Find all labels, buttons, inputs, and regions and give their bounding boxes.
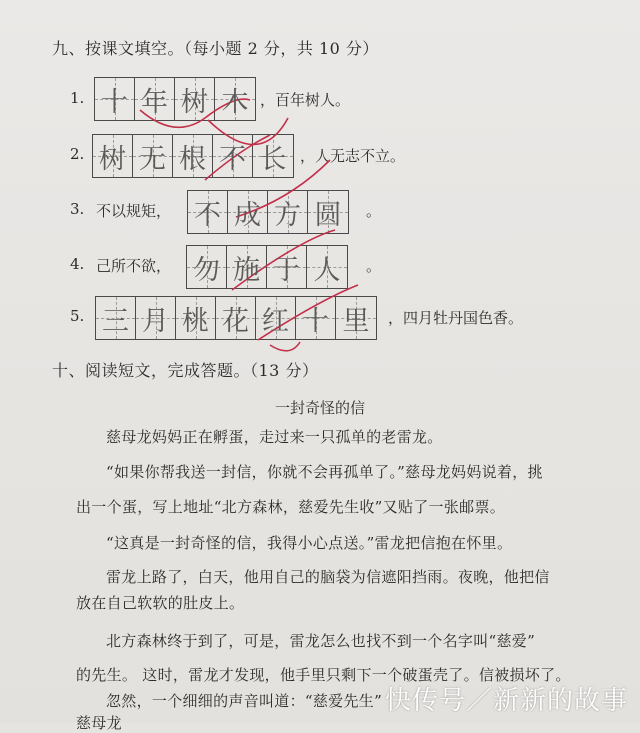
question-5-number: 5. <box>70 307 85 325</box>
story-line: 出一个蛋，写上地址“北方森林，慈爱先生收”又贴了一张邮票。 <box>76 498 506 516</box>
answer-cell: 人 <box>307 246 347 288</box>
question-4-grid <box>186 245 348 289</box>
section-10-title: 十、阅读短文，完成答题。（13 分） <box>52 361 319 380</box>
story-line: 慈母龙 <box>76 714 122 732</box>
answer-cell: 不 <box>188 191 228 233</box>
answer-cell: 根 <box>173 135 213 177</box>
answer-cell: 于 <box>267 246 307 288</box>
watermark: 快传号／新新的故事 <box>384 686 628 716</box>
question-2-tail: ，人无志不立。 <box>300 147 406 165</box>
question-3-tail: 。 <box>366 202 382 220</box>
question-1-number: 1. <box>70 89 85 107</box>
story-line: 的先生。 这时，雷龙才发现，他手里只剩下一个破蛋壳了。信被损坏了。 <box>76 666 571 684</box>
story-line: “如果你帮我送一封信，你就不会再孤单了。”慈母龙妈妈说着，挑 <box>106 463 543 481</box>
story-title: 一封奇怪的信 <box>274 399 365 417</box>
answer-cell: 里 <box>336 297 376 339</box>
answer-cell: 红 <box>256 297 296 339</box>
answer-cell: 年 <box>135 78 175 120</box>
answer-cell: 施 <box>227 246 267 288</box>
check-mark <box>270 342 300 351</box>
answer-cell: 树 <box>175 78 215 120</box>
answer-cell: 木 <box>215 78 255 120</box>
question-2-number: 2. <box>70 145 85 163</box>
section-9-title: 九、按课文填空。（每小题 2 分，共 10 分） <box>52 39 379 58</box>
question-5-tail: ，四月牡丹国色香。 <box>388 309 524 327</box>
story-line: 雷龙上路了，白天，他用自己的脑袋为信遮阳挡雨。夜晚，他把信 <box>106 568 550 586</box>
story-line: 北方森林终于到了，可是，雷龙怎么也找不到一个名字叫“慈爱” <box>106 632 536 650</box>
question-5-grid <box>95 296 377 340</box>
story-line: “这真是一封奇怪的信，我得小心点送。”雷龙把信抱在怀里。 <box>106 534 513 552</box>
answer-cell: 成 <box>228 191 268 233</box>
question-1-grid <box>94 77 256 121</box>
answer-cell: 圆 <box>308 191 348 233</box>
story-line: 慈母龙妈妈正在孵蛋，走过来一只孤单的老雷龙。 <box>106 428 443 446</box>
answer-cell: 长 <box>253 135 293 177</box>
story-line: 忽然，一个细细的声音叫道：“慈爱先生” <box>106 692 383 710</box>
answer-cell: 不 <box>213 135 253 177</box>
story-line: 放在自己软软的肚皮上。 <box>76 594 245 612</box>
answer-cell: 三 <box>96 297 136 339</box>
question-1-tail: ，百年树人。 <box>260 91 351 109</box>
answer-cell: 花 <box>216 297 256 339</box>
answer-cell: 桃 <box>176 297 216 339</box>
question-3-lead: 不以规矩， <box>96 202 172 220</box>
answer-cell: 十 <box>296 297 336 339</box>
question-4-lead: 己所不欲， <box>96 257 172 275</box>
question-2-grid <box>92 134 294 178</box>
answer-cell: 树 <box>93 135 133 177</box>
question-3-grid <box>187 190 349 234</box>
answer-cell: 方 <box>268 191 308 233</box>
question-4-tail: 。 <box>366 257 382 275</box>
answer-cell: 月 <box>136 297 176 339</box>
question-4-number: 4. <box>70 255 85 273</box>
answer-cell: 十 <box>95 78 135 120</box>
question-3-number: 3. <box>70 200 85 218</box>
answer-cell: 无 <box>133 135 173 177</box>
answer-cell: 勿 <box>187 246 227 288</box>
